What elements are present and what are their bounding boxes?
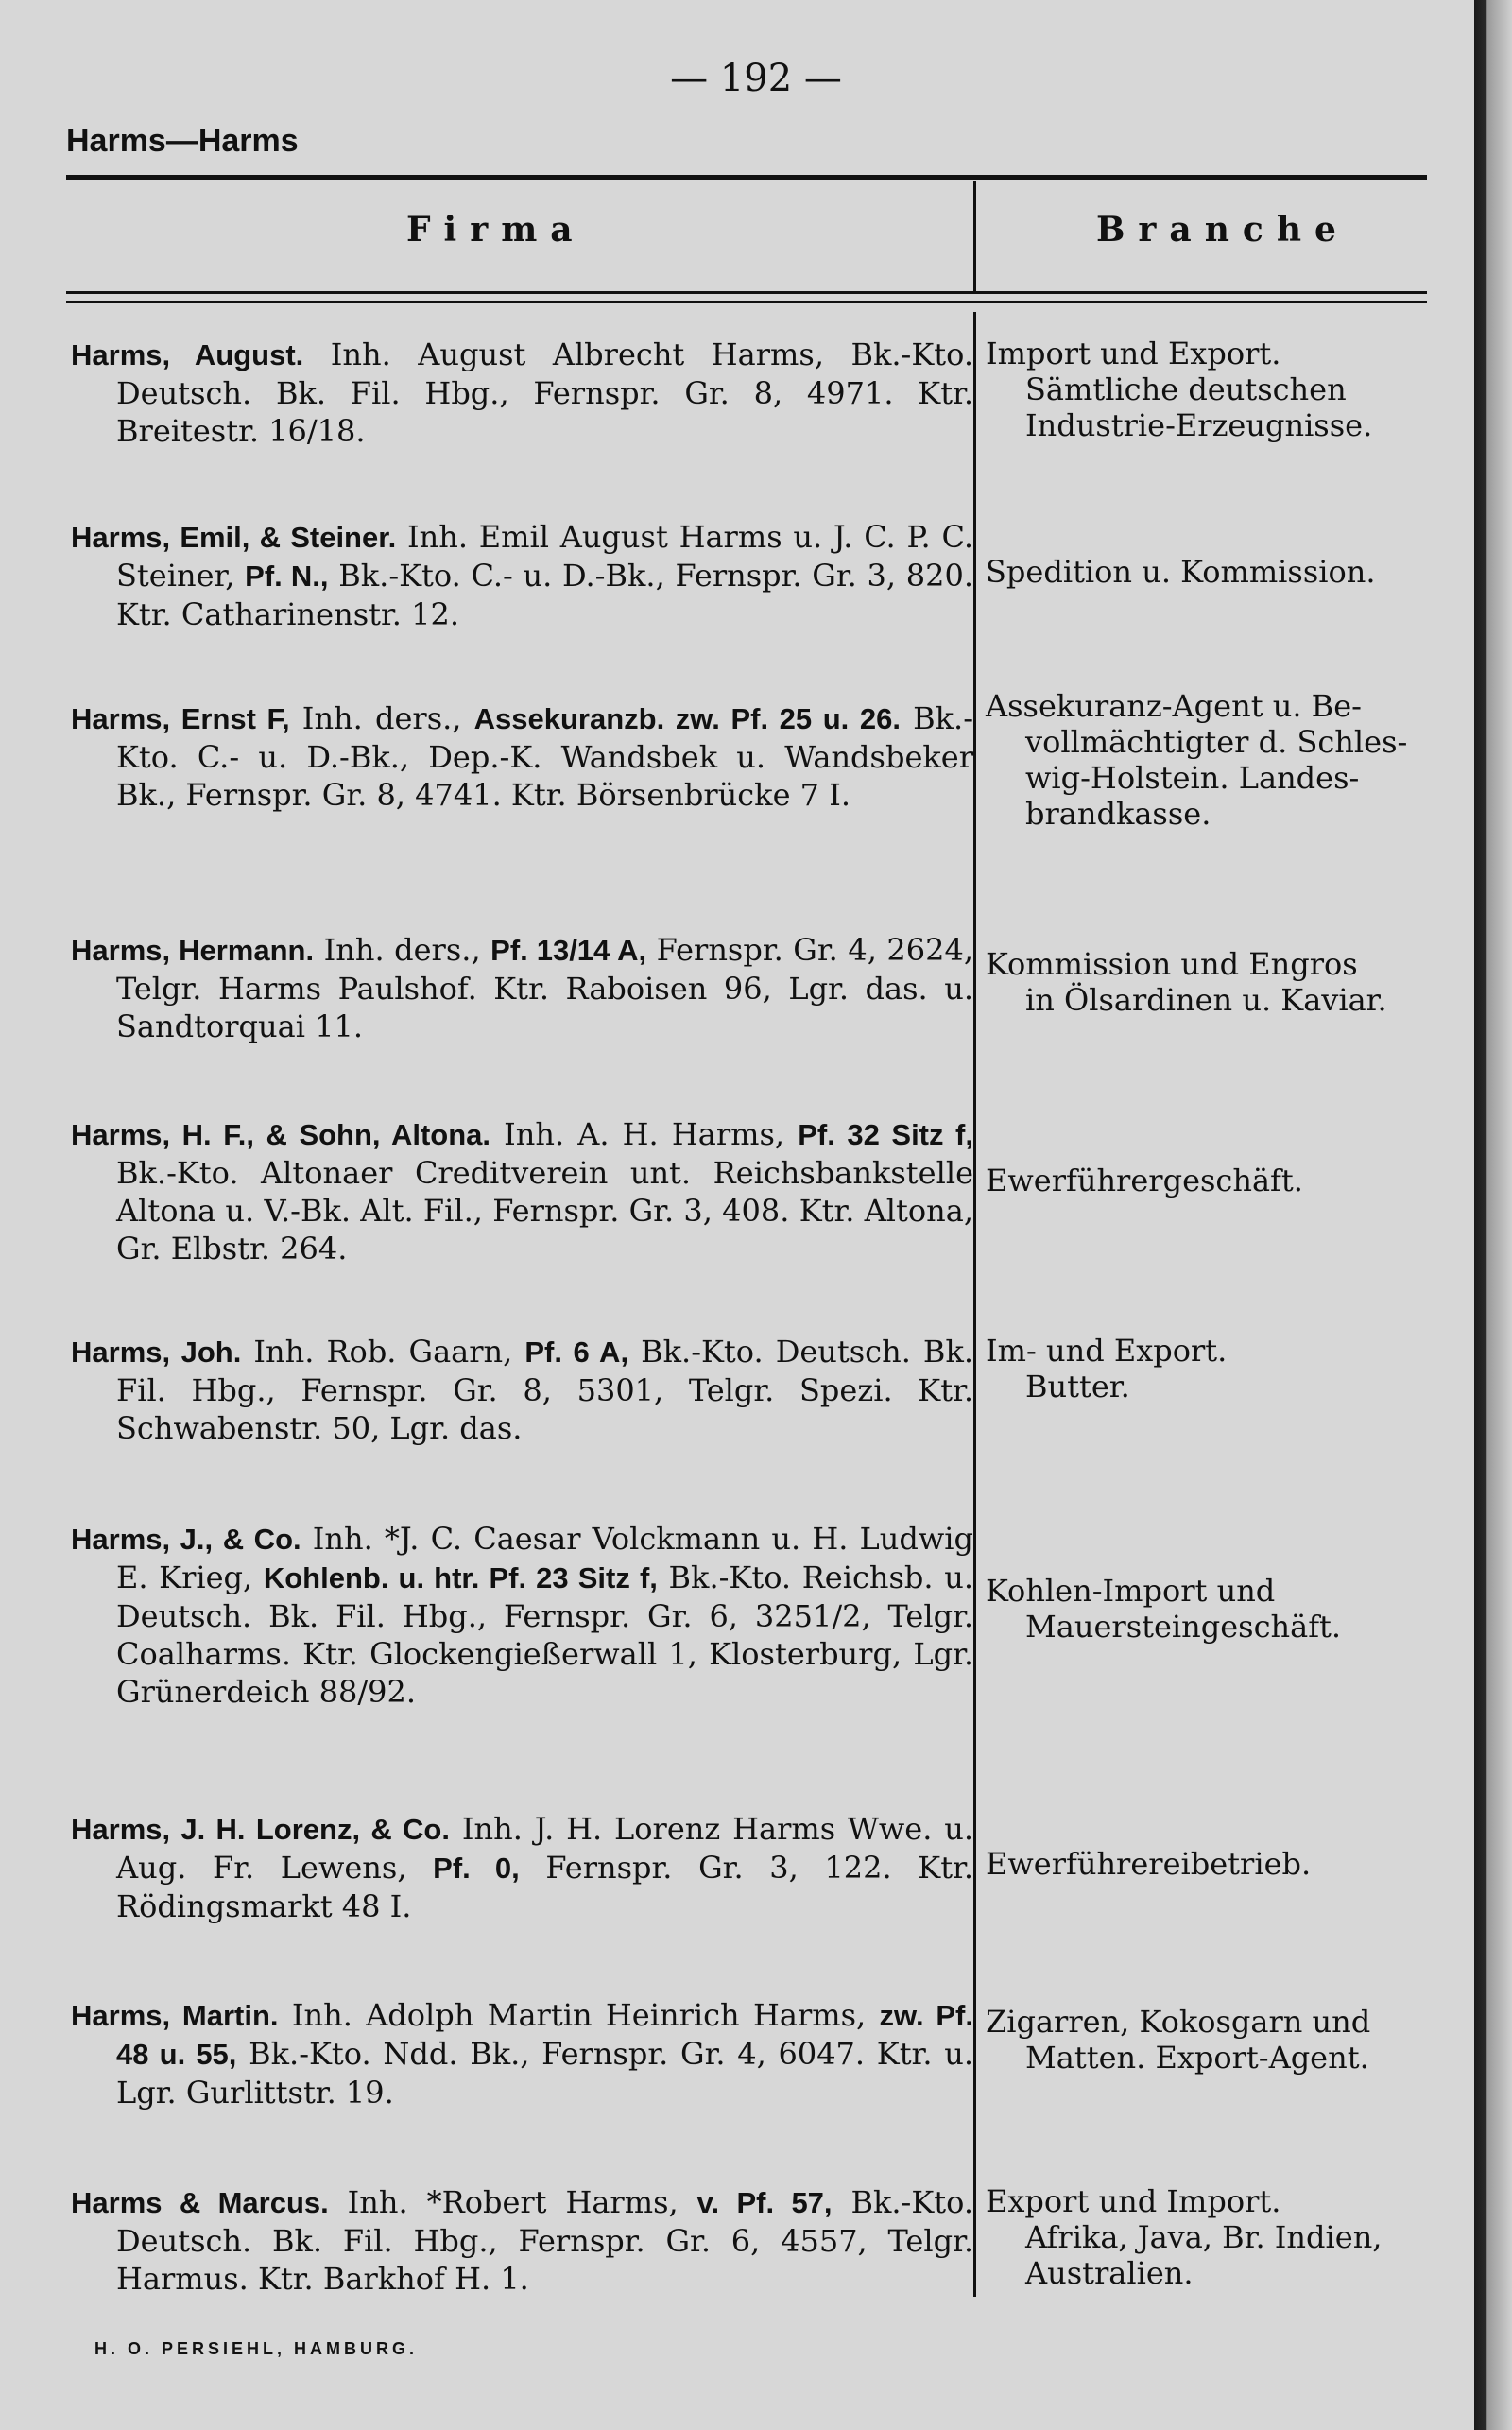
- entry-firm-text: [71, 699, 973, 814]
- entry-firm-bold-segment: v. Pf. 57,: [696, 2186, 833, 2219]
- entry-branch-text: [986, 1573, 1430, 1645]
- entry-firm-text: [71, 1520, 973, 1711]
- entry-firm-bold-segment: Assekuranzb. zw. Pf. 25 u. 26.: [473, 702, 901, 735]
- entry-firm-bold-segment: Pf. 13/14 A,: [490, 934, 647, 967]
- entry-firm-text: [71, 931, 973, 1045]
- entry-branch-line: Im- und Export.: [986, 1333, 1228, 1369]
- entry-branch-text: [986, 336, 1430, 443]
- entry-branch-line: brandkasse.: [1025, 796, 1211, 832]
- top-rule: [66, 175, 1427, 180]
- entry-branch-line: Afrika, Java, Br. Indien,: [1025, 2219, 1383, 2255]
- entry-branch-text: [986, 1163, 1430, 1198]
- entry-branch-line: Industrie-Erzeugnisse.: [1025, 407, 1373, 443]
- entry-firm-bold-segment: Pf. N.,: [245, 560, 329, 593]
- entry-firm-text: [71, 1115, 973, 1267]
- entry-firm-segment: Bk.-Kto. Reichsb. u. Deutsch. Bk. Fil. Hbg., Fernspr. Gr. 6, 3251/2, Telgr. Coalharms. Ktr. Glockengießerwall 1, Klosterburg, Lgr. Grünerdeich 88/92.: [116, 1560, 974, 1710]
- entry: [71, 1520, 1342, 1711]
- entry-branch-line: vollmächtigter d. Schles-: [1025, 724, 1408, 760]
- entry-firm-segment: Bk.-Kto. Altonaer Creditverein unt. Reichsbankstelle Altona u. V.-Bk. Alt. Fil., Fernspr. Gr. 3, 408. Ktr. Altona, Gr. Elbstr. 264.: [116, 1155, 973, 1267]
- entry-branch-line: Sämtliche deutschen: [1025, 371, 1347, 407]
- entry-branch-text: [986, 1333, 1430, 1405]
- entry-firm-segment: Inh. August Albrecht Harms, Bk.-Kto. Deutsch. Bk. Fil. Hbg., Fernspr. Gr. 8, 4971. Ktr. Breitestr. 16/18.: [116, 336, 974, 449]
- running-head: Harms—Harms: [66, 123, 299, 159]
- entry: [71, 518, 1376, 633]
- entry-firm-bold-segment: Harms, Ernst F,: [71, 702, 290, 735]
- entry-firm-bold-segment: Kohlenb. u. htr. Pf. 23 Sitz f,: [263, 1561, 658, 1594]
- header-column-divider: [973, 181, 976, 291]
- entry-firm-segment: Fernspr. Gr. 3, 122. Ktr. Rödingsmarkt 48 I.: [116, 1850, 974, 1924]
- entry-branch-text: [986, 554, 1430, 590]
- entry-branch-line: Ewerführergeschäft.: [986, 1163, 1303, 1198]
- entry-firm-text: [71, 1333, 973, 1447]
- entry-firm-segment: Inh. Adolph Martin Heinrich Harms,: [278, 1997, 880, 2033]
- entry-branch-text: [986, 946, 1430, 1018]
- entry-branch-text: [986, 2004, 1430, 2076]
- entry-firm-bold-segment: Harms, Emil, & Steiner.: [71, 521, 397, 554]
- page-number: — 192 —: [670, 57, 842, 100]
- entry-firm-bold-segment: Harms, Martin.: [71, 1999, 279, 2032]
- entry-branch-line: in Ölsardinen u. Kaviar.: [1025, 982, 1387, 1018]
- entry-firm-text: [71, 518, 973, 633]
- entry-firm-segment: Inh. Emil August Harms u. J. C. P. C. Steiner,: [116, 519, 973, 594]
- entry: [71, 1115, 1303, 1267]
- entry: [71, 1333, 1228, 1447]
- header-double-rule-lower: [66, 301, 1427, 303]
- entry-firm-text: [71, 336, 973, 450]
- entry-firm-segment: Inh. *J. C. Caesar Volckmann u. H. Ludwig E. Krieg,: [116, 1521, 973, 1595]
- page-edge-shadow: [1474, 0, 1512, 2430]
- entry-firm-bold-segment: Harms, J. H. Lorenz, & Co.: [71, 1813, 450, 1846]
- entry-branch-line: Butter.: [1025, 1369, 1130, 1405]
- entry-firm-segment: Inh. *Robert Harms,: [328, 2184, 697, 2220]
- entry: [71, 688, 1408, 832]
- entry-branch-line: wig-Holstein. Landes-: [1025, 760, 1360, 796]
- entry-firm-segment: Bk.-Kto. Deutsch. Bk. Fil. Hbg., Fernspr. Gr. 8, 5301, Telgr. Spezi. Ktr. Schwabenstr. 50, Lgr. das.: [116, 1334, 974, 1446]
- entry-firm-segment: Inh. A. H. Harms,: [490, 1116, 799, 1152]
- entry-firm-segment: Inh. ders.,: [289, 700, 474, 736]
- entry: [71, 1996, 1371, 2111]
- entry-branch-line: Mauersteingeschäft.: [1025, 1609, 1342, 1645]
- entry-firm-segment: Bk.-Kto. Ndd. Bk., Fernspr. Gr. 4, 6047. Ktr. u. Lgr. Gurlittstr. 19.: [116, 2036, 973, 2111]
- column-header-branche: Branche: [1096, 210, 1349, 250]
- entry-firm-bold-segment: Harms, Hermann.: [71, 934, 315, 967]
- entry-firm-segment: Inh. J. H. Lorenz Harms Wwe. u. Aug. Fr. Lewens,: [116, 1811, 974, 1886]
- entry-branch-line: Kommission und Engros: [986, 946, 1358, 982]
- entry-firm-segment: Bk.-Kto. C.- u. D.-Bk., Dep.-K. Wandsbek u. Wandsbeker Bk., Fernspr. Gr. 8, 4741. Ktr. Börsenbrücke 7 I.: [116, 700, 974, 813]
- column-header-firma: Firma: [406, 210, 586, 250]
- entry: [71, 2183, 1383, 2298]
- entry-firm-bold-segment: Pf. 6 A,: [524, 1336, 629, 1369]
- entry-firm-bold-segment: Harms, August.: [71, 338, 304, 371]
- entry-firm-segment: Bk.-Kto. C.- u. D.-Bk., Fernspr. Gr. 3, 820. Ktr. Catharinenstr. 12.: [116, 558, 973, 632]
- entry: [71, 336, 1373, 450]
- entry-branch-line: Zigarren, Kokosgarn und: [986, 2004, 1371, 2040]
- entry-branch-line: Matten. Export-Agent.: [1025, 2040, 1369, 2076]
- entry-branch-text: [986, 688, 1430, 832]
- entry-branch-line: Kohlen-Import und: [986, 1573, 1276, 1609]
- entry-branch-line: Import und Export.: [986, 336, 1281, 371]
- entry-firm-segment: Inh. Rob. Gaarn,: [241, 1334, 525, 1370]
- entry-firm-bold-segment: zw. Pf. 48 u. 55,: [116, 1999, 973, 2071]
- entry-firm-bold-segment: Harms, J., & Co.: [71, 1523, 301, 1556]
- entry-branch-line: Spedition u. Kommission.: [986, 554, 1376, 590]
- entry-branch-line: Assekuranz-Agent u. Be-: [986, 688, 1362, 724]
- entry-branch-text: [986, 2183, 1430, 2291]
- entry: [71, 931, 1387, 1045]
- entry-branch-line: Export und Import.: [986, 2183, 1281, 2219]
- entry-firm-segment: Bk.-Kto. Deutsch. Bk. Fil. Hbg., Fernspr. Gr. 6, 4557, Telgr. Harmus. Ktr. Barkhof H. 1.: [116, 2184, 973, 2297]
- body-column-divider: [973, 312, 976, 2297]
- entry-firm-segment: Fernspr. Gr. 4, 2624, Telgr. Harms Paulshof. Ktr. Raboisen 96, Lgr. das. u. Sandtorquai 11.: [116, 932, 974, 1044]
- entry-firm-bold-segment: Pf. 0,: [433, 1852, 520, 1885]
- entry: [71, 1810, 1312, 1925]
- entry-firm-text: [71, 1996, 973, 2111]
- printer-imprint: H. O. PERSIEHL, HAMBURG.: [94, 2339, 419, 2358]
- entry-firm-segment: Inh. ders.,: [314, 932, 491, 968]
- entry-firm-text: [71, 1810, 973, 1925]
- entry-firm-bold-segment: Harms, Joh.: [71, 1336, 242, 1369]
- entry-branch-line: Ewerführereibetrieb.: [986, 1846, 1312, 1882]
- entry-firm-bold-segment: Pf. 32 Sitz f,: [798, 1118, 973, 1151]
- entry-branch-line: Australien.: [1025, 2255, 1194, 2291]
- entry-firm-bold-segment: Harms, H. F., & Sohn, Altona.: [71, 1118, 490, 1151]
- entry-branch-text: [986, 1846, 1430, 1882]
- entry-firm-bold-segment: Harms & Marcus.: [71, 2186, 329, 2219]
- entry-firm-text: [71, 2183, 973, 2298]
- header-double-rule-upper: [66, 291, 1427, 294]
